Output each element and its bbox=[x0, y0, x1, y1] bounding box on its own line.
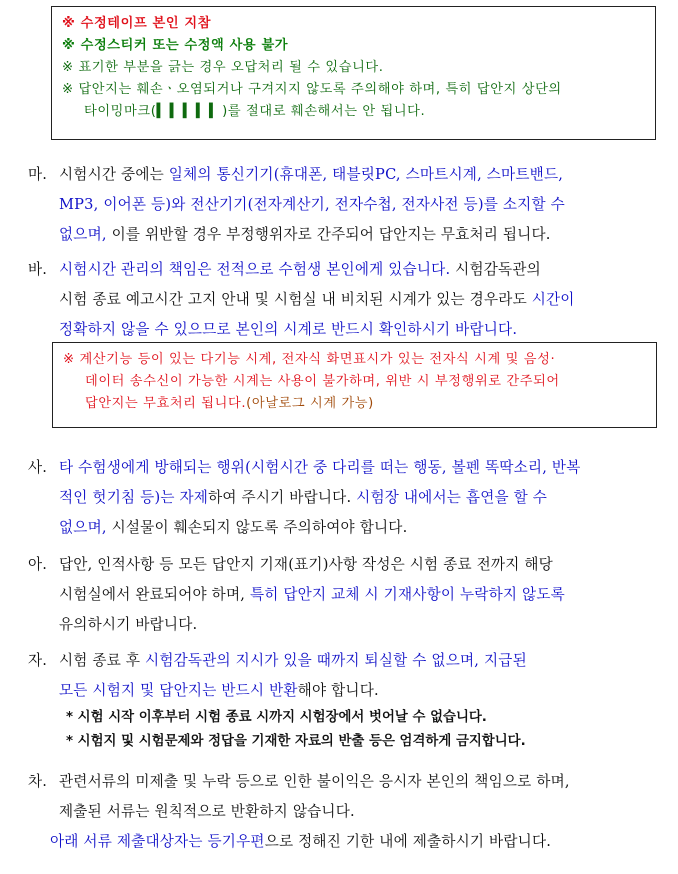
box2-line3: 답안지는 무효처리 됩니다.(아날로그 시계 가능) bbox=[85, 396, 374, 411]
box1-line5: 타이밍마크(▍▍▍▍▍)를 절대로 훼손해서는 안 됩니다. bbox=[84, 104, 426, 119]
section-ja-line1: 자. 시험 종료 후 시험감독관의 지시가 있을 때까지 퇴실할 수 없으며, 지급된 bbox=[28, 646, 664, 676]
section-a-line1: 아. 답안, 인적사항 등 모든 답안지 기재(표기)사항 작성은 시험 종료 전까지 해당 bbox=[28, 550, 664, 580]
section-sa-line3: 없으며, 시설물이 훼손되지 않도록 주의하여야 합니다. bbox=[59, 519, 408, 536]
section-cha-line3: 아래 서류 제출대상자는 등기우편으로 정해진 기한 내에 제출하시기 바랍니다. bbox=[50, 833, 552, 850]
section-marker: 아. bbox=[28, 556, 48, 573]
reference-mark-icon: ※ bbox=[62, 16, 76, 31]
section-ja-note1: * 시험 시작 이후부터 시험 종료 시까지 시험장에서 벗어날 수 없습니다. bbox=[66, 710, 487, 725]
box1-line1: ※ 수정테이프 본인 지참 bbox=[62, 16, 212, 31]
section-marker: 마. bbox=[28, 166, 48, 183]
section-ma bbox=[28, 160, 664, 250]
section-sa-line1: 사. 타 수험생에게 방해되는 행위(시험시간 중 다리를 떠는 행동, 볼펜 똑딱소리, 반복 bbox=[28, 453, 664, 483]
section-ba-line1: 바. 시험시간 관리의 책임은 전적으로 수험생 본인에게 있습니다. 시험감독관의 bbox=[28, 255, 664, 285]
reference-mark-icon: ※ bbox=[62, 38, 76, 53]
section-ba-line2: 시험 종료 예고시간 고지 안내 및 시험실 내 비치된 시계가 있는 경우라도 시간이 bbox=[59, 291, 575, 308]
section-ma-line3: 없으며, 이를 위반할 경우 부정행위자로 간주되어 답안지는 무효처리 됩니다. bbox=[59, 226, 551, 243]
answer-sheet-notice-box bbox=[51, 6, 656, 140]
box1-line2: ※ 수정스티커 또는 수정액 사용 불가 bbox=[62, 38, 289, 53]
section-marker: 바. bbox=[28, 261, 48, 278]
section-sa bbox=[28, 453, 664, 543]
section-sa-line2: 적인 헛기침 등)는 자제하여 주시기 바랍니다. 시험장 내에서는 흡연을 할 수 bbox=[59, 489, 548, 506]
section-ma-line1: 마. 시험시간 중에는 일체의 통신기기(휴대폰, 태블릿PC, 스마트시계, 스마트밴드, bbox=[28, 160, 664, 190]
section-ja bbox=[28, 646, 664, 754]
section-ma-line2: MP3, 이어폰 등)와 전산기기(전자계산기, 전자수첩, 전자사전 등)를 소지할 수 bbox=[59, 196, 565, 213]
box2-line2: 데이터 송수신이 가능한 시계는 사용이 불가하며, 위반 시 부정행위로 간주되어 bbox=[85, 374, 560, 389]
section-ja-note2: * 시험지 및 시험문제와 정답을 기재한 자료의 반출 등은 엄격하게 금지합니다. bbox=[66, 734, 526, 749]
section-marker: 차. bbox=[28, 773, 48, 790]
section-a-line2: 시험실에서 완료되어야 하며, 특히 답안지 교체 시 기재사항이 누락하지 않도록 bbox=[59, 586, 565, 603]
watch-notice-box bbox=[52, 342, 657, 428]
section-ba-line3: 정확하지 않을 수 있으므로 본인의 시계로 반드시 확인하시기 바랍니다. bbox=[59, 321, 518, 338]
box2-line1: ※ 계산기능 등이 있는 다기능 시계, 전자식 화면표시가 있는 전자식 시계 및 음성· bbox=[63, 352, 556, 367]
section-a bbox=[28, 550, 664, 640]
section-cha-line2: 제출된 서류는 원칙적으로 반환하지 않습니다. bbox=[59, 803, 355, 820]
section-ja-line2: 모든 시험지 및 답안지는 반드시 반환해야 합니다. bbox=[59, 682, 379, 699]
box1-line4: ※ 답안지는 훼손ㆍ오염되거나 구겨지지 않도록 주의해야 하며, 특히 답안지 상단의 bbox=[62, 82, 562, 97]
section-ba bbox=[28, 255, 664, 345]
section-marker: 자. bbox=[28, 652, 48, 669]
box1-line3: ※ 표기한 부분을 긁는 경우 오답처리 될 수 있습니다. bbox=[62, 60, 384, 75]
timing-mark-icon: ▍▍▍▍▍ bbox=[156, 104, 223, 119]
section-cha-line1: 차. 관련서류의 미제출 및 누락 등으로 인한 불이익은 응시자 본인의 책임으로 하며, bbox=[28, 767, 664, 797]
section-cha bbox=[28, 767, 664, 857]
section-a-line3: 유의하시기 바랍니다. bbox=[59, 616, 198, 633]
section-marker: 사. bbox=[28, 459, 48, 476]
